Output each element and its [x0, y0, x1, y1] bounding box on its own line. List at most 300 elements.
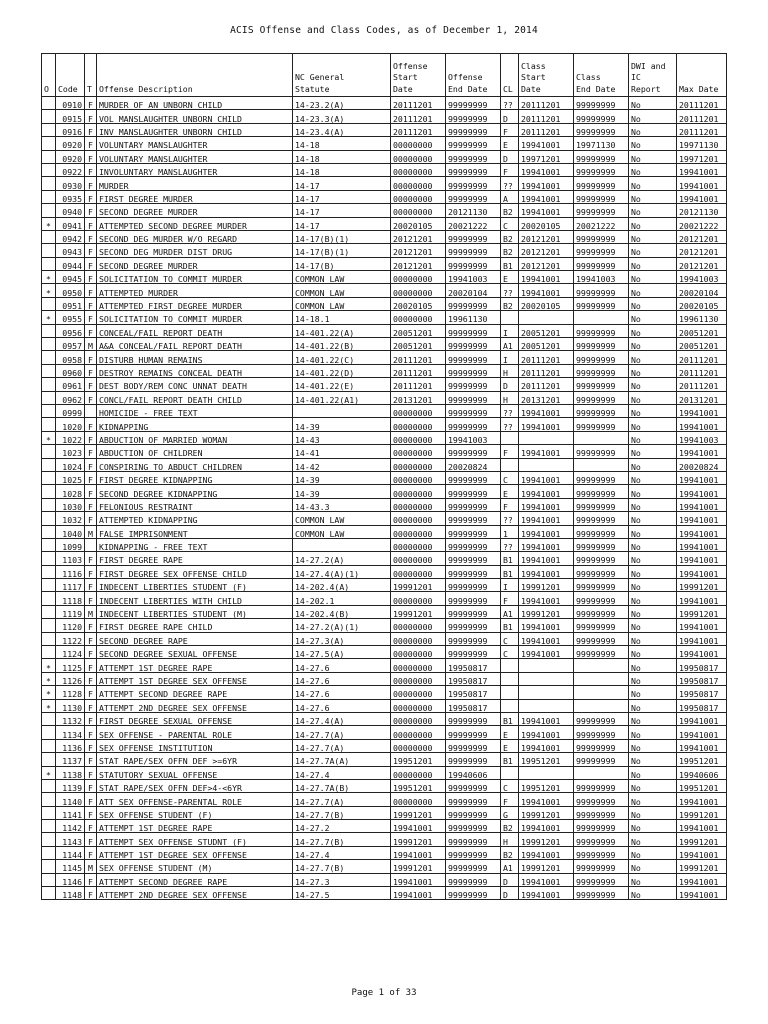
table-row [42, 860, 727, 873]
offense-start-date: 00000000 [391, 458, 446, 471]
table-row [42, 512, 727, 525]
class-start-date: 20111201 [519, 351, 574, 364]
obsolete-flag [42, 887, 56, 900]
offense-start-date: 00000000 [391, 565, 446, 578]
general-statute: 14-401.22(A) [293, 324, 391, 337]
general-statute: 14-23.2(A) [293, 97, 391, 110]
max-date: 19951201 [677, 779, 727, 792]
class-start-date [519, 311, 574, 324]
dwi-ic-report: No [629, 605, 677, 618]
class-code [501, 458, 519, 471]
offense-type: F [85, 766, 97, 779]
offense-start-date: 19991201 [391, 806, 446, 819]
offense-code: 1122 [56, 632, 85, 645]
offense-end-date: 19961130 [446, 311, 501, 324]
dwi-ic-report: No [629, 659, 677, 672]
max-date: 20020824 [677, 458, 727, 471]
offense-code: 1142 [56, 820, 85, 833]
offense-end-date: 99999999 [446, 418, 501, 431]
obsolete-flag [42, 739, 56, 752]
offense-code: 1099 [56, 538, 85, 551]
obsolete-flag [42, 753, 56, 766]
dwi-ic-report: No [629, 163, 677, 176]
class-code: B1 [501, 552, 519, 565]
table-row [42, 686, 727, 699]
class-end-date: 99999999 [574, 793, 629, 806]
offense-description: SEX OFFENSE - PARENTAL ROLE [97, 726, 293, 739]
class-end-date: 99999999 [574, 391, 629, 404]
class-end-date: 20021222 [574, 217, 629, 230]
offense-type: F [85, 846, 97, 859]
col-header-o: O [42, 54, 56, 97]
general-statute: 14-27.6 [293, 672, 391, 685]
offense-code: 1022 [56, 431, 85, 444]
offense-description: SEX OFFENSE STUDENT (F) [97, 806, 293, 819]
offense-type: F [85, 150, 97, 163]
offense-code: 1028 [56, 485, 85, 498]
obsolete-flag [42, 833, 56, 846]
offense-code: 0958 [56, 351, 85, 364]
offense-end-date: 99999999 [446, 163, 501, 176]
table-row [42, 204, 727, 217]
class-code [501, 699, 519, 712]
offense-description: MURDER [97, 177, 293, 190]
table-row [42, 177, 727, 190]
offense-code: 1025 [56, 471, 85, 484]
dwi-ic-report: No [629, 230, 677, 243]
general-statute: 14-401.22(E) [293, 378, 391, 391]
class-end-date: 99999999 [574, 163, 629, 176]
offense-type: F [85, 659, 97, 672]
class-end-date: 99999999 [574, 123, 629, 136]
offense-code: 0915 [56, 110, 85, 123]
class-code: F [501, 592, 519, 605]
offense-code: 1128 [56, 686, 85, 699]
general-statute: 14-27.6 [293, 686, 391, 699]
class-start-date: 19941001 [519, 726, 574, 739]
obsolete-flag: * [42, 686, 56, 699]
offense-description: ATTEMPT 1ST DEGREE SEX OFFENSE [97, 672, 293, 685]
max-date: 19941001 [677, 552, 727, 565]
dwi-ic-report: No [629, 699, 677, 712]
offense-end-date: 99999999 [446, 887, 501, 900]
dwi-ic-report: No [629, 445, 677, 458]
dwi-ic-report: No [629, 712, 677, 725]
general-statute: 14-27.6 [293, 699, 391, 712]
offense-description: SOLICITATION TO COMMIT MURDER [97, 271, 293, 284]
dwi-ic-report: No [629, 565, 677, 578]
class-code: F [501, 793, 519, 806]
obsolete-flag [42, 458, 56, 471]
class-end-date: 99999999 [574, 338, 629, 351]
offense-type: M [85, 338, 97, 351]
offense-end-date: 99999999 [446, 739, 501, 752]
general-statute: 14-27.7A(A) [293, 753, 391, 766]
obsolete-flag [42, 471, 56, 484]
offense-end-date: 99999999 [446, 793, 501, 806]
offense-type: F [85, 297, 97, 310]
class-end-date [574, 659, 629, 672]
class-code: E [501, 137, 519, 150]
obsolete-flag [42, 351, 56, 364]
offense-start-date: 20051201 [391, 324, 446, 337]
class-end-date: 99999999 [574, 565, 629, 578]
table-row [42, 351, 727, 364]
class-start-date: 20051201 [519, 324, 574, 337]
class-code: ?? [501, 404, 519, 417]
max-date: 19940606 [677, 766, 727, 779]
class-end-date: 99999999 [574, 418, 629, 431]
general-statute: 14-27.4(A)(1) [293, 565, 391, 578]
dwi-ic-report: No [629, 726, 677, 739]
obsolete-flag [42, 646, 56, 659]
offense-code: 0940 [56, 204, 85, 217]
offense-description: VOLUNTARY MANSLAUGHTER [97, 137, 293, 150]
obsolete-flag [42, 726, 56, 739]
offense-start-date: 20121201 [391, 230, 446, 243]
offense-end-date: 19940606 [446, 766, 501, 779]
max-date: 20121201 [677, 230, 727, 243]
offense-type: F [85, 364, 97, 377]
max-date: 19941001 [677, 163, 727, 176]
offense-start-date: 19991201 [391, 579, 446, 592]
offense-type: F [85, 177, 97, 190]
table-row [42, 779, 727, 792]
table-row [42, 605, 727, 618]
max-date: 20121201 [677, 244, 727, 257]
col-header-offense-start: Offense Start Date [391, 54, 446, 97]
obsolete-flag: * [42, 659, 56, 672]
class-code: B2 [501, 846, 519, 859]
class-start-date: 19941001 [519, 498, 574, 511]
offense-end-date: 99999999 [446, 137, 501, 150]
offense-code: 0957 [56, 338, 85, 351]
class-code: F [501, 498, 519, 511]
max-date: 19941001 [677, 498, 727, 511]
offense-description: ATTEMPT SECOND DEGREE RAPE [97, 686, 293, 699]
table-row [42, 297, 727, 310]
offense-description: ATTEMPTED FIRST DEGREE MURDER [97, 297, 293, 310]
offense-type: F [85, 391, 97, 404]
class-start-date: 20111201 [519, 110, 574, 123]
offense-type [85, 404, 97, 417]
obsolete-flag [42, 204, 56, 217]
offense-code: 1117 [56, 579, 85, 592]
dwi-ic-report: No [629, 779, 677, 792]
dwi-ic-report: No [629, 404, 677, 417]
table-row [42, 110, 727, 123]
offense-code: 0945 [56, 271, 85, 284]
table-row [42, 538, 727, 551]
offense-code: 0920 [56, 150, 85, 163]
general-statute: 14-202.4(B) [293, 605, 391, 618]
class-end-date: 99999999 [574, 498, 629, 511]
offense-code: 1138 [56, 766, 85, 779]
class-start-date: 19941001 [519, 445, 574, 458]
class-start-date: 19941001 [519, 632, 574, 645]
obsolete-flag: * [42, 271, 56, 284]
class-start-date: 20020105 [519, 217, 574, 230]
table-row [42, 230, 727, 243]
offense-type: F [85, 204, 97, 217]
offense-start-date: 00000000 [391, 190, 446, 203]
offense-description: SECOND DEG MURDER W/O REGARD [97, 230, 293, 243]
offense-type: F [85, 672, 97, 685]
max-date: 19971130 [677, 137, 727, 150]
offense-end-date: 99999999 [446, 753, 501, 766]
offense-end-date: 99999999 [446, 338, 501, 351]
offense-code: 1126 [56, 672, 85, 685]
obsolete-flag [42, 873, 56, 886]
offense-code: 0951 [56, 297, 85, 310]
offense-code: 1023 [56, 445, 85, 458]
class-code: E [501, 739, 519, 752]
offense-description: ATTEMPTED SECOND DEGREE MURDER [97, 217, 293, 230]
table-row [42, 311, 727, 324]
offense-description: INDECENT LIBERTIES STUDENT (M) [97, 605, 293, 618]
offense-end-date: 99999999 [446, 190, 501, 203]
dwi-ic-report: No [629, 324, 677, 337]
max-date: 19941001 [677, 565, 727, 578]
offense-type: F [85, 217, 97, 230]
obsolete-flag [42, 525, 56, 538]
offense-type: F [85, 873, 97, 886]
class-end-date: 99999999 [574, 538, 629, 551]
obsolete-flag [42, 579, 56, 592]
offense-start-date: 00000000 [391, 271, 446, 284]
general-statute: 14-27.3(A) [293, 632, 391, 645]
offense-description: INDECENT LIBERTIES STUDENT (F) [97, 579, 293, 592]
table-row [42, 793, 727, 806]
offense-end-date: 99999999 [446, 605, 501, 618]
offense-code: 0922 [56, 163, 85, 176]
table-row [42, 404, 727, 417]
dwi-ic-report: No [629, 512, 677, 525]
offense-end-date: 19950817 [446, 672, 501, 685]
dwi-ic-report: No [629, 498, 677, 511]
class-start-date: 19941001 [519, 565, 574, 578]
class-start-date [519, 766, 574, 779]
offense-description: STATUTORY SEXUAL OFFENSE [97, 766, 293, 779]
obsolete-flag [42, 860, 56, 873]
dwi-ic-report: No [629, 833, 677, 846]
class-code: D [501, 873, 519, 886]
general-statute: COMMON LAW [293, 525, 391, 538]
general-statute: 14-17 [293, 190, 391, 203]
class-start-date: 19991201 [519, 579, 574, 592]
obsolete-flag [42, 820, 56, 833]
table-row [42, 257, 727, 270]
offense-start-date: 00000000 [391, 592, 446, 605]
offense-type: F [85, 632, 97, 645]
table-row [42, 431, 727, 444]
class-start-date: 20111201 [519, 123, 574, 136]
obsolete-flag: * [42, 284, 56, 297]
dwi-ic-report: No [629, 257, 677, 270]
offense-code: 1139 [56, 779, 85, 792]
offense-start-date: 20111201 [391, 364, 446, 377]
obsolete-flag [42, 190, 56, 203]
offense-start-date: 00000000 [391, 431, 446, 444]
offense-code: 1140 [56, 793, 85, 806]
class-code: B2 [501, 230, 519, 243]
offense-code: 0950 [56, 284, 85, 297]
offense-start-date: 00000000 [391, 404, 446, 417]
obsolete-flag [42, 110, 56, 123]
offense-start-date: 19951201 [391, 753, 446, 766]
general-statute: 14-42 [293, 458, 391, 471]
offense-type: F [85, 887, 97, 900]
offense-start-date: 00000000 [391, 498, 446, 511]
dwi-ic-report: No [629, 244, 677, 257]
offense-code: 0910 [56, 97, 85, 110]
table-row [42, 391, 727, 404]
max-date: 19941003 [677, 431, 727, 444]
offense-end-date: 99999999 [446, 351, 501, 364]
offense-end-date: 99999999 [446, 619, 501, 632]
offense-type: F [85, 565, 97, 578]
dwi-ic-report: No [629, 338, 677, 351]
table-row [42, 579, 727, 592]
offense-description: STAT RAPE/SEX OFFN DEF >=6YR [97, 753, 293, 766]
dwi-ic-report: No [629, 525, 677, 538]
class-start-date: 19941001 [519, 404, 574, 417]
offense-end-date: 99999999 [446, 110, 501, 123]
class-code: B2 [501, 244, 519, 257]
offense-description: DEST BODY/REM CONC UNNAT DEATH [97, 378, 293, 391]
class-code: D [501, 110, 519, 123]
max-date: 19941001 [677, 873, 727, 886]
offense-description: FALSE IMPRISONMENT [97, 525, 293, 538]
offense-end-date: 99999999 [446, 846, 501, 859]
table-row [42, 498, 727, 511]
class-code: B2 [501, 820, 519, 833]
obsolete-flag [42, 632, 56, 645]
table-row [42, 163, 727, 176]
table-row [42, 324, 727, 337]
offense-type: F [85, 820, 97, 833]
class-start-date: 20121201 [519, 244, 574, 257]
max-date: 19941001 [677, 418, 727, 431]
class-start-date [519, 659, 574, 672]
dwi-ic-report: No [629, 739, 677, 752]
obsolete-flag [42, 97, 56, 110]
class-start-date: 19991201 [519, 806, 574, 819]
offense-type: F [85, 431, 97, 444]
class-start-date: 19941001 [519, 793, 574, 806]
class-start-date: 19941001 [519, 887, 574, 900]
max-date: 19941001 [677, 445, 727, 458]
class-code: H [501, 833, 519, 846]
offense-code: 1141 [56, 806, 85, 819]
offense-type: F [85, 257, 97, 270]
class-code: C [501, 471, 519, 484]
col-header-type: T [85, 54, 97, 97]
class-end-date [574, 686, 629, 699]
offense-start-date: 00000000 [391, 485, 446, 498]
obsolete-flag [42, 445, 56, 458]
class-end-date: 99999999 [574, 739, 629, 752]
class-code: A1 [501, 860, 519, 873]
table-row [42, 699, 727, 712]
offense-description: CONSPIRING TO ABDUCT CHILDREN [97, 458, 293, 471]
obsolete-flag: * [42, 311, 56, 324]
class-code: G [501, 806, 519, 819]
offense-start-date: 00000000 [391, 284, 446, 297]
obsolete-flag [42, 404, 56, 417]
offense-description: ATTEMPT SEX OFFENSE STUDNT (F) [97, 833, 293, 846]
class-start-date: 19941001 [519, 177, 574, 190]
offense-code: 1030 [56, 498, 85, 511]
max-date: 19941001 [677, 190, 727, 203]
max-date: 19941001 [677, 525, 727, 538]
general-statute: 14-401.22(D) [293, 364, 391, 377]
class-end-date: 99999999 [574, 753, 629, 766]
class-start-date: 19941001 [519, 552, 574, 565]
offense-description: INDECENT LIBERTIES WITH CHILD [97, 592, 293, 605]
class-end-date: 99999999 [574, 150, 629, 163]
max-date: 19941001 [677, 619, 727, 632]
class-start-date: 20121201 [519, 257, 574, 270]
class-code: B1 [501, 565, 519, 578]
obsolete-flag [42, 806, 56, 819]
class-end-date: 19971130 [574, 137, 629, 150]
obsolete-flag: * [42, 699, 56, 712]
class-end-date: 99999999 [574, 190, 629, 203]
class-start-date: 20111201 [519, 97, 574, 110]
obsolete-flag [42, 150, 56, 163]
class-end-date: 99999999 [574, 873, 629, 886]
document-title: ACIS Offense and Class Codes, as of December 1, 2014 [230, 25, 538, 36]
class-start-date: 20051201 [519, 338, 574, 351]
dwi-ic-report: No [629, 686, 677, 699]
class-code: B1 [501, 619, 519, 632]
offense-description: VOLUNTARY MANSLAUGHTER [97, 150, 293, 163]
class-start-date: 20020105 [519, 297, 574, 310]
obsolete-flag [42, 619, 56, 632]
class-start-date [519, 672, 574, 685]
max-date: 19991201 [677, 806, 727, 819]
class-start-date: 19941001 [519, 846, 574, 859]
class-start-date: 19941001 [519, 646, 574, 659]
general-statute: 14-18 [293, 137, 391, 150]
offense-type: F [85, 699, 97, 712]
offense-end-date: 20020824 [446, 458, 501, 471]
obsolete-flag: * [42, 431, 56, 444]
max-date: 19991201 [677, 579, 727, 592]
offense-start-date: 20111201 [391, 97, 446, 110]
offense-end-date: 19950817 [446, 686, 501, 699]
class-start-date [519, 458, 574, 471]
offense-type: F [85, 324, 97, 337]
max-date: 20111201 [677, 123, 727, 136]
class-code [501, 766, 519, 779]
obsolete-flag [42, 257, 56, 270]
offense-end-date: 99999999 [446, 579, 501, 592]
offense-code: 0944 [56, 257, 85, 270]
table-row [42, 338, 727, 351]
general-statute: 14-27.7(B) [293, 860, 391, 873]
offense-start-date: 00000000 [391, 512, 446, 525]
max-date: 20121130 [677, 204, 727, 217]
col-header-class: CL [501, 54, 519, 97]
general-statute [293, 538, 391, 551]
class-start-date: 19941001 [519, 512, 574, 525]
offense-code: 1148 [56, 887, 85, 900]
offense-type: F [85, 351, 97, 364]
class-end-date: 99999999 [574, 820, 629, 833]
class-start-date: 19991201 [519, 860, 574, 873]
